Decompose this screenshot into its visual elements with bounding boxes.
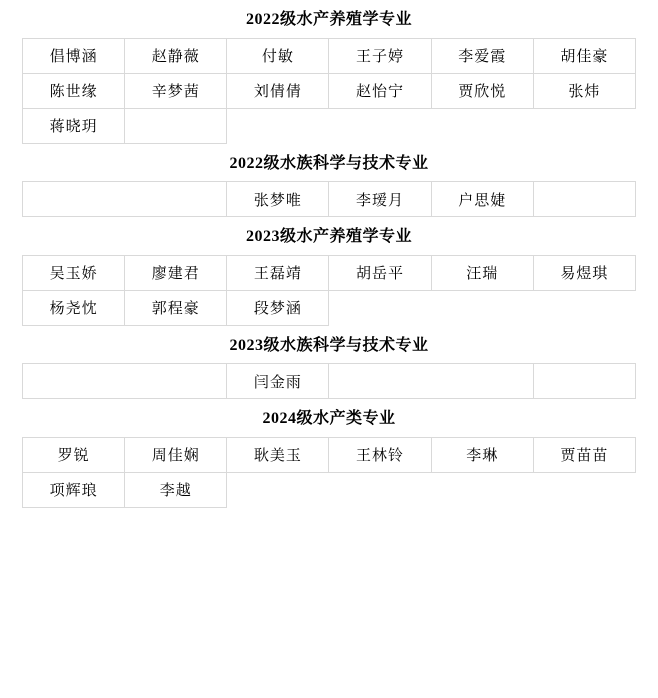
name-cell: 张炜: [533, 73, 635, 108]
name-table: [22, 181, 636, 217]
name-cell: 陈世缘: [23, 73, 125, 108]
empty-cell: [23, 364, 227, 399]
name-cell: 李瑷月: [329, 182, 431, 217]
name-cell: 罗锐: [23, 437, 125, 472]
name-cell: 王子婷: [329, 38, 431, 73]
table-row: [23, 290, 636, 325]
name-cell: 吴玉娇: [23, 255, 125, 290]
name-cell: 贾欣悦: [431, 73, 533, 108]
name-cell: 王磊靖: [227, 255, 329, 290]
name-cell: 廖建君: [125, 255, 227, 290]
name-cell: 王林铃: [329, 437, 431, 472]
section-2023-aquaculture: [22, 217, 636, 326]
empty-cell: [329, 364, 533, 399]
name-table: [22, 363, 636, 399]
section-2024-aquatic: [22, 399, 636, 508]
name-cell: 赵怡宁: [329, 73, 431, 108]
name-cell: 闫金雨: [227, 364, 329, 399]
name-cell: 付敏: [227, 38, 329, 73]
name-cell: 倡博涵: [23, 38, 125, 73]
name-cell: 贾苗苗: [533, 437, 635, 472]
empty-cell: [125, 108, 227, 143]
section-2022-aquarium-science: [22, 144, 636, 218]
table-row: [23, 108, 636, 143]
table-row: [23, 38, 636, 73]
name-cell: 蒋晓玥: [23, 108, 125, 143]
section-title: 2022级水产养殖学专业: [245, 11, 412, 28]
name-cell: 辛梦茜: [125, 73, 227, 108]
name-cell: 项辉琅: [23, 472, 125, 507]
name-cell: 张梦唯: [227, 182, 329, 217]
section-2022-aquaculture: [22, 0, 636, 144]
section-title: 2023级水产养殖学专业: [245, 228, 412, 246]
table-row: [23, 437, 636, 472]
name-table: [22, 437, 636, 508]
name-cell: 李琳: [431, 437, 533, 472]
name-cell: 胡佳豪: [533, 38, 635, 73]
name-cell: 郭程豪: [125, 290, 227, 325]
name-cell: 胡岳平: [329, 255, 431, 290]
section-title: 2024级水产类专业: [262, 410, 396, 428]
table-row: [23, 472, 636, 507]
table-row: [23, 255, 636, 290]
name-table: [22, 38, 636, 144]
section-title: 2023级水族科学与技术专业: [229, 336, 429, 354]
section-title: 2022级水族科学与技术专业: [229, 154, 429, 172]
name-cell: 户思婕: [431, 182, 533, 217]
empty-cell: [533, 182, 635, 217]
name-cell: 周佳娴: [125, 437, 227, 472]
table-row: [23, 73, 636, 108]
name-cell: 李爱霞: [431, 38, 533, 73]
name-cell: 刘倩倩: [227, 73, 329, 108]
table-row: [23, 182, 636, 217]
name-cell: 李越: [125, 472, 227, 507]
empty-cell: [23, 182, 227, 217]
section-2023-aquarium-science: [22, 326, 636, 400]
name-cell: 耿美玉: [227, 437, 329, 472]
name-cell: 杨尧忱: [23, 290, 125, 325]
name-cell: 段梦涵: [227, 290, 329, 325]
name-cell: 赵静薇: [125, 38, 227, 73]
name-cell: 易煜琪: [533, 255, 635, 290]
empty-cell: [533, 364, 635, 399]
name-cell: 汪瑞: [431, 255, 533, 290]
table-row: [23, 364, 636, 399]
name-table: [22, 255, 636, 326]
